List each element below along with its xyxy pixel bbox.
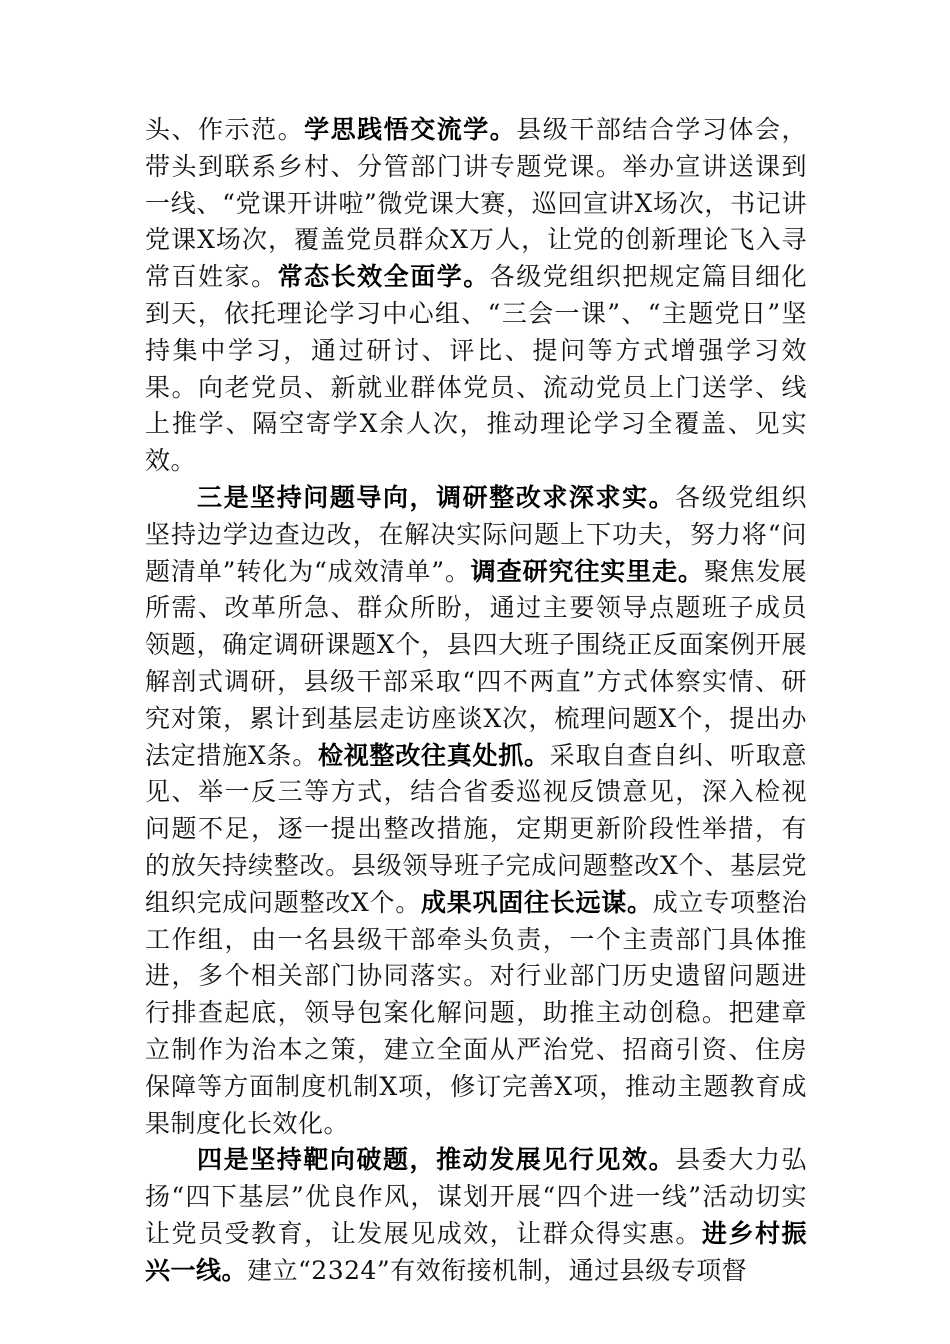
subheading-rural-revitalization: 进乡村振兴一线。 (145, 1218, 807, 1285)
text-segment: 各级党组织把规定篇目细化到天，依托理论学习中心组、“三会一课”、“主题党日”坚持集中学习，通过研讨、评比、提问等方式增强学习效果。向老党员、新就业群体党员、流动党员上门送学、线上推学、隔空寄学X余人次，推动理论学习全覆盖、见实效。 (145, 262, 807, 476)
text-segment: 采取自查自纠、听取意见、举一反三等方式，结合省委巡视反馈意见，深入检视问题不足，逐一提出整改措施，定期更新阶段性举措，有的放矢持续整改。县级领导班子完成问题整改X个、基层党组织完成问题整改X个。 (145, 740, 807, 917)
paragraph-study (145, 112, 807, 480)
text-segment: 头、作示范。 (145, 115, 305, 144)
text-segment: 成立专项整治工作组，由一名县级干部牵头负责，一个主责部门具体推进，多个相关部门协同落实。对行业部门历史遗留问题进行排查起底，领导包案化解问题，助推主动创稳。把建章立制作为治本之策，建立全面从严治党、招商引资、住房保障等方面制度机制X项，修订完善X项，推动主题教育成果制度化长效化。 (145, 887, 807, 1138)
text-segment: 建立“2324”有效衔接机制，通过县级专项督 (247, 1255, 748, 1285)
subheading-regular-study: 常态长效全面学。 (277, 262, 490, 292)
text-segment: 县级干部结合学习体会，带头到联系乡村、分管部门讲专题党课。举办宣讲送课到一线、“党课开讲啦”微党课大赛，巡回宣讲X场次，书记讲党课X场次，覆盖党员群众X万人，让党的创新理论飞入寻常百姓家。 (145, 115, 807, 292)
subheading-rectification: 检视整改往真处抓。 (318, 740, 550, 770)
subheading-exchange-study: 学思践悟交流学。 (304, 115, 517, 144)
heading-point-three: 三是坚持问题导向，调研整改求深求实。 (197, 482, 676, 512)
document-page (145, 112, 807, 1290)
subheading-consolidation: 成果巩固往长远谋。 (421, 887, 653, 917)
paragraph-problem-orientation (145, 480, 807, 1142)
paragraph-targeted-breakthrough (145, 1142, 807, 1289)
text-segment: 各级党组织坚持边学边查边改，在解决实际问题上下功夫，努力将“问题清单”转化为“成效清单”。 (145, 482, 807, 586)
text-segment: 县委大力弘扬“四下基层”优良作风，谋划开展“四个进一线”活动切实让党员受教育，让发展见成效，让群众得实惠。 (145, 1145, 807, 1248)
text-segment: 聚焦发展所需、改革所急、群众所盼，通过主要领导点题班子成员领题，确定调研课题X个，县四大班子围绕正反面案例开展解剖式调研，县级干部采取“四不两直”方式体察实情、研究对策，累计到基层走访座谈X次，梳理问题X个，提出办法定措施X条。 (145, 556, 807, 770)
subheading-research: 调查研究往实里走。 (470, 556, 704, 586)
heading-point-four: 四是坚持靶向破题，推动发展见行见效。 (197, 1145, 676, 1175)
